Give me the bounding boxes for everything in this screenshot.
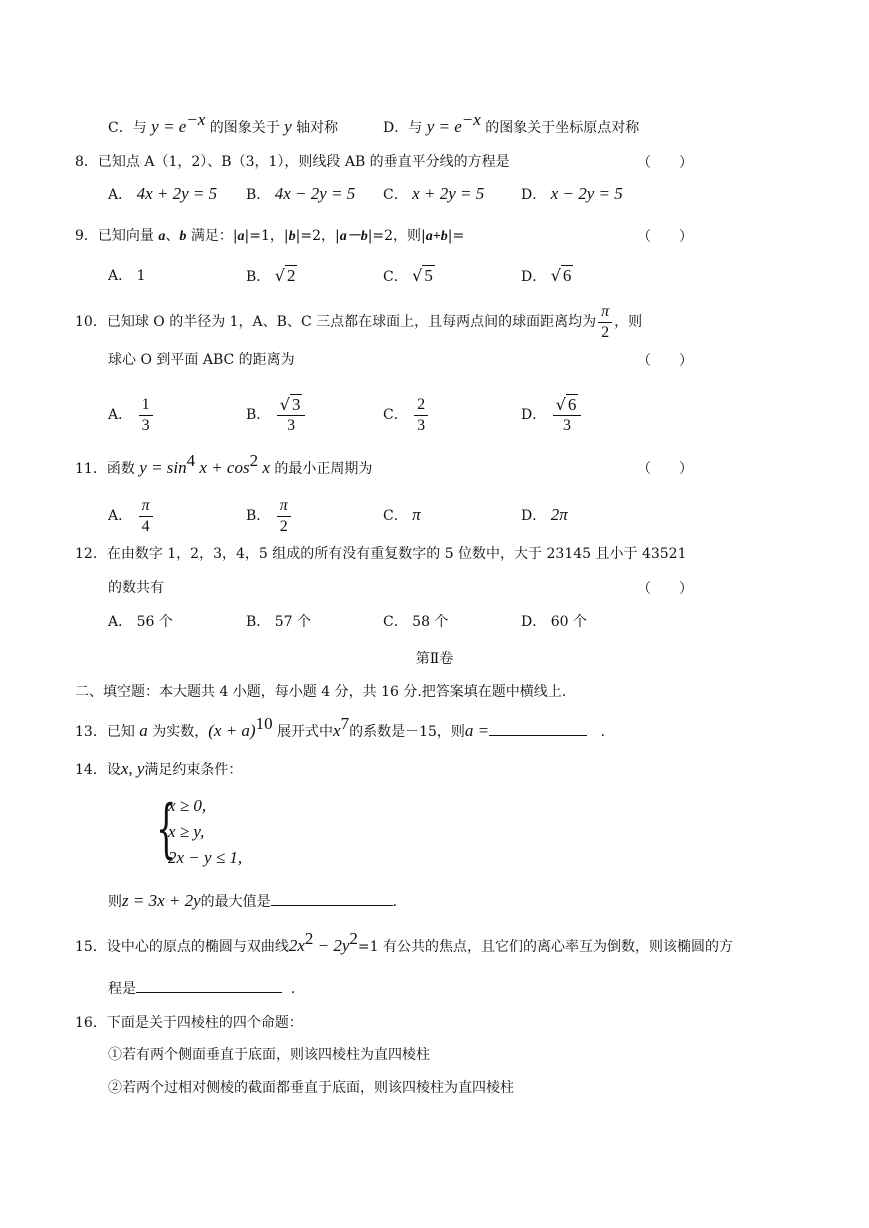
q10-stem-line2: 球心 O 到平面 ABC 的距离为 xyxy=(108,352,295,368)
q8-option-a: A． 4x + 2y = 5 xyxy=(108,184,218,203)
q12-option-b: B． 57 个 xyxy=(246,614,312,630)
q16-proposition-2: ②若两个过相对侧棱的截面都垂直于底面，则该四棱柱为直四棱柱 xyxy=(108,1080,514,1096)
q9-option-c: C． √ 5 xyxy=(383,266,433,285)
q11-option-a: A． $\frac{\pi}{4}$ xyxy=(108,494,155,538)
q8-option-b: B． 4x − 2y = 5 xyxy=(246,184,356,203)
q9-option-b: B． √ 2 xyxy=(246,266,296,285)
q11-option-b: B． $\frac{\pi}{2}$ xyxy=(246,494,293,538)
q10-answer-paren: （ ） xyxy=(637,353,693,369)
q11-option-d: D． 2π xyxy=(521,505,568,524)
q12-stem: 12．在由数字 1，2，3，4，5 组成的所有没有重复数字的 5 位数中，大于 23145 且小于 43521 xyxy=(75,546,687,562)
q14-constraint-1: x ≥ 0, xyxy=(168,796,207,815)
brace-icon: { xyxy=(156,792,177,866)
q9-stem: 9．已知向量 a、b 满足：|a|=1，|b|=2，|a－b|=2，则|a+b|= xyxy=(75,228,465,244)
q12-option-d: D． 60 个 xyxy=(521,614,587,630)
part-title: 第Ⅱ卷 xyxy=(415,651,454,667)
q7-option-c: C．与 $y = e^{-x}$ 的图象关于 y 轴对称 xyxy=(108,110,339,136)
q14-constraint-3: 2x − y ≤ 1, xyxy=(168,848,243,867)
q16-proposition-1: ①若有两个侧面垂直于底面，则该四棱柱为直四棱柱 xyxy=(108,1047,430,1063)
q15-answer-blank[interactable] xyxy=(136,976,282,993)
q9-option-d: D． √ 6 xyxy=(521,266,572,285)
q16-stem: 16．下面是关于四棱柱的四个命题： xyxy=(75,1015,303,1031)
q9-answer-paren: （ ） xyxy=(637,229,693,245)
q8-option-c: C． x + 2y = 5 xyxy=(383,184,485,203)
q14-answer-blank[interactable] xyxy=(271,889,393,906)
q11-option-c: C． π xyxy=(383,505,421,524)
q12-option-c: C． 58 个 xyxy=(383,614,449,630)
q8-option-d: D． x − 2y = 5 xyxy=(521,184,623,203)
q10-option-d: D． $\frac{√ 6}{3}$ xyxy=(521,393,583,437)
q10-stem: 10．已知球 O 的半径为 1，A、B、C 三点都在球面上，且每两点间的球面距离均为 $\frac{\pi}{2}$ ，则 xyxy=(75,302,643,341)
q13-stem: 13．已知 a 为实数，$(x + a)^{10}$ 展开式中$x^7$的系数是－15，则a = . xyxy=(75,714,605,740)
q10-option-a: A． $\frac{1}{3}$ xyxy=(108,393,155,437)
q8-stem: 8．已知点 A（1，2）、B（3，1），则线段 AB 的垂直平分线的方程是 xyxy=(75,154,510,170)
q14-constraint-2: x ≥ y, xyxy=(168,822,205,841)
q10-option-c: C． $\frac{2}{3}$ xyxy=(383,393,430,437)
q12-answer-paren: （ ） xyxy=(637,581,693,597)
q14-question: 则z = 3x + 2y的最大值是 . xyxy=(108,891,398,910)
q8-answer-paren: （ ） xyxy=(637,155,693,171)
q12-stem-line2: 的数共有 xyxy=(108,580,164,596)
q15-stem-line2: 程是 . xyxy=(108,976,295,999)
q12-option-a: A． 56 个 xyxy=(108,614,173,630)
q14-stem: 14．设x, y满足约束条件： xyxy=(75,759,243,778)
q7-option-d: D．与 $y = e^{-x}$ 的图象关于坐标原点对称 xyxy=(383,110,640,136)
section-heading: 二、填空题：本大题共 4 小题，每小题 4 分，共 16 分.把答案填在题中横线上. xyxy=(75,684,567,700)
q10-option-b: B． $\frac{√ 3}{3}$ xyxy=(246,393,307,437)
q11-answer-paren: （ ） xyxy=(637,461,693,477)
q13-answer-blank[interactable] xyxy=(489,719,587,736)
q9-option-a: A． 1 xyxy=(108,268,146,284)
q15-stem: 15．设中心的原点的椭圆与双曲线$2x^2 - 2y^2=1$ 有公共的焦点，且它们的离心率互为倒数，则该椭圆的方 xyxy=(75,929,733,955)
q11-stem: 11．函数 $y = \sin^4 x + \cos^2 x$ 的最小正周期为 xyxy=(75,451,373,477)
